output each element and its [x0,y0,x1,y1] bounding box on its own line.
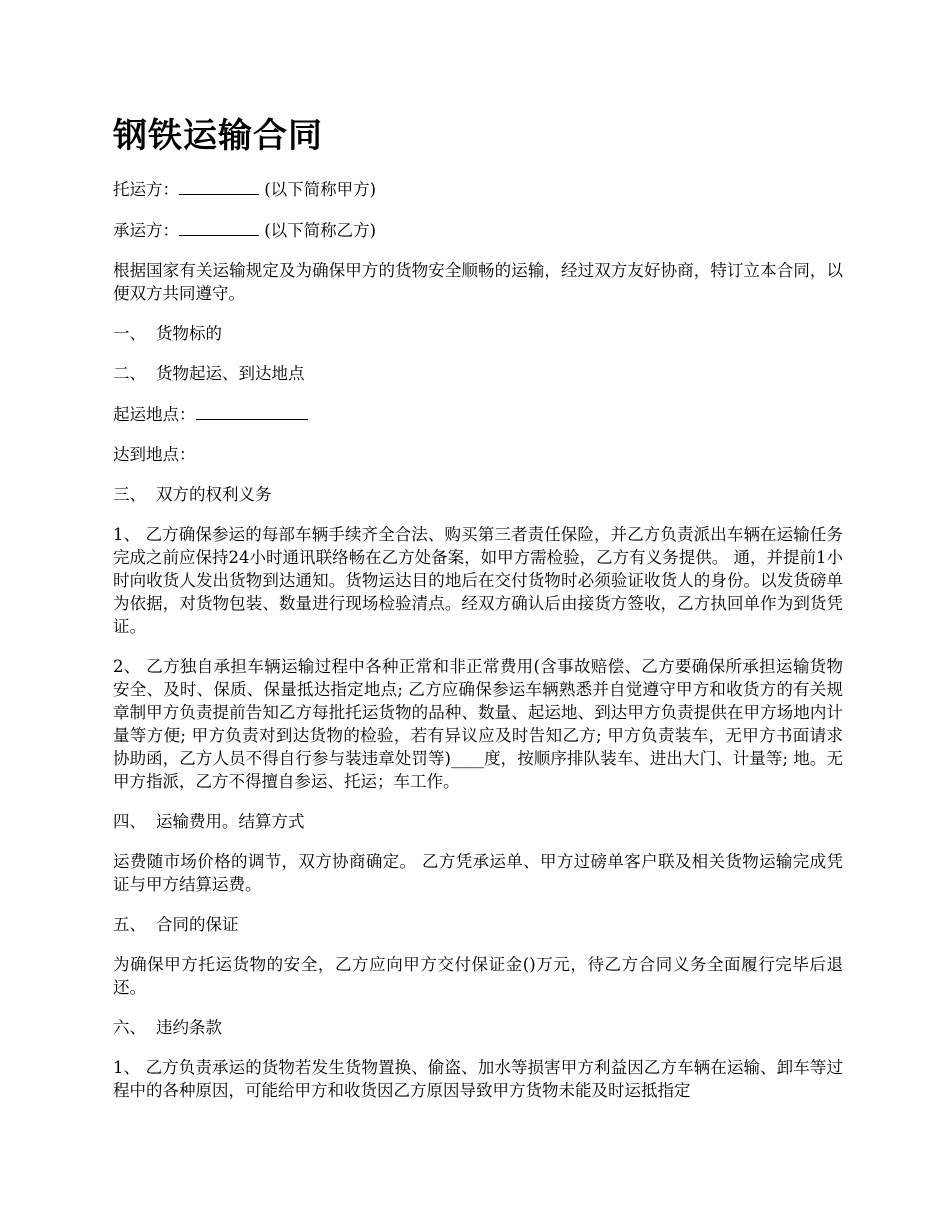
rights-item-2-part2: 度，按顺序排队装车、进出大门、计量等; 地。无甲方指派，乙方不得擅自参运、托运；车工作。 [113,749,844,791]
section-title: 合同的保证 [156,915,239,934]
section-title: 违约条款 [156,1018,222,1037]
section-number: 三、 [113,485,146,504]
party-b-suffix: (以下简称乙方) [259,221,377,240]
party-a-line [113,177,843,201]
contract-document [113,112,843,1119]
section-number: 一、 [113,324,146,343]
party-a-label: 托运方： [113,180,179,199]
section-number: 四、 [113,812,146,831]
intro-paragraph: 根据国家有关运输规定及为确保甲方的货物安全顺畅的运输，经过双方友好协商，特订立本合同，以便双方共同遵守。 [113,261,843,303]
section-title: 运输费用。结算方式 [156,812,305,831]
section-heading-6 [113,1016,843,1039]
destination-label: 达到地点： [113,445,196,464]
party-b-line [113,218,843,242]
party-a-suffix: (以下简称甲方) [259,180,377,199]
party-b-label: 承运方： [113,221,179,240]
section-heading-3 [113,483,843,506]
section-number: 五、 [113,915,146,934]
origin-blank [196,402,308,420]
party-a-blank [179,177,259,195]
document-title: 钢铁运输合同 [113,116,323,156]
rights-item-2 [113,655,843,793]
origin-line [113,402,843,426]
rights-item-2-part1: 2、 乙方独自承担车辆运输过程中各种正常和非正常费用(含事故赔偿、乙方要确保所承担运输货物安全、及时、保质、保量抵达指定地点; 乙方应确保参运车辆熟悉并自觉遵守甲方和收货方的有关规章制甲方负责提前告知乙方每批托运货物的品种、数量、起运地、到达甲方负责提供在甲方场地内计量等方便; 甲方负责对到达货物的检验，若有异议应及时告知乙方; 甲方负责装车，无甲方书面请求协助函，乙方人员不得自行参与装违章处罚等) [113,657,843,768]
section-heading-4 [113,810,843,833]
section-title: 货物起运、到达地点 [156,364,305,383]
section-heading-5 [113,913,843,936]
section-heading-1 [113,322,843,345]
section-heading-2 [113,362,843,385]
party-b-blank [179,218,259,236]
rights-item-1: 1、 乙方确保参运的每部车辆手续齐全合法、购买第三者责任保险，并乙方负责派出车辆在运输任务完成之前应保持24小时通讯联络畅在乙方处备案，如甲方需检验，乙方有义务提供。 通，并提前1小时向收货人发出货物到达通知。货物运达目的地后在交付货物时必须验证收货人的身份。以发货磅单为依据，对货物包装、数量进行现场检验清点。经双方确认后由接货方签收，乙方执回单作为到货凭证。 [113,525,843,636]
section-title: 双方的权利义务 [156,485,272,504]
section-title: 货物标的 [156,324,222,343]
guarantee-paragraph: 为确保甲方托运货物的安全，乙方应向甲方交付保证金()万元，待乙方合同义务全面履行完毕后退还。 [113,955,843,997]
rights-item-2-blank: ____ [451,749,484,768]
payment-paragraph: 运费随市场价格的调节，双方协商确定。 乙方凭承运单、甲方过磅单客户联及相关货物运输完成凭证与甲方结算运费。 [113,852,843,894]
breach-item-1: 1、 乙方负责承运的货物若发生货物置换、偷盗、加水等损害甲方利益因乙方车辆在运输、卸车等过程中的各种原因，可能给甲方和收货因乙方原因导致甲方货物未能及时运抵指定 [113,1058,843,1100]
section-number: 二、 [113,364,146,383]
origin-label: 起运地点： [113,405,196,424]
section-number: 六、 [113,1018,146,1037]
destination-line [113,443,843,466]
